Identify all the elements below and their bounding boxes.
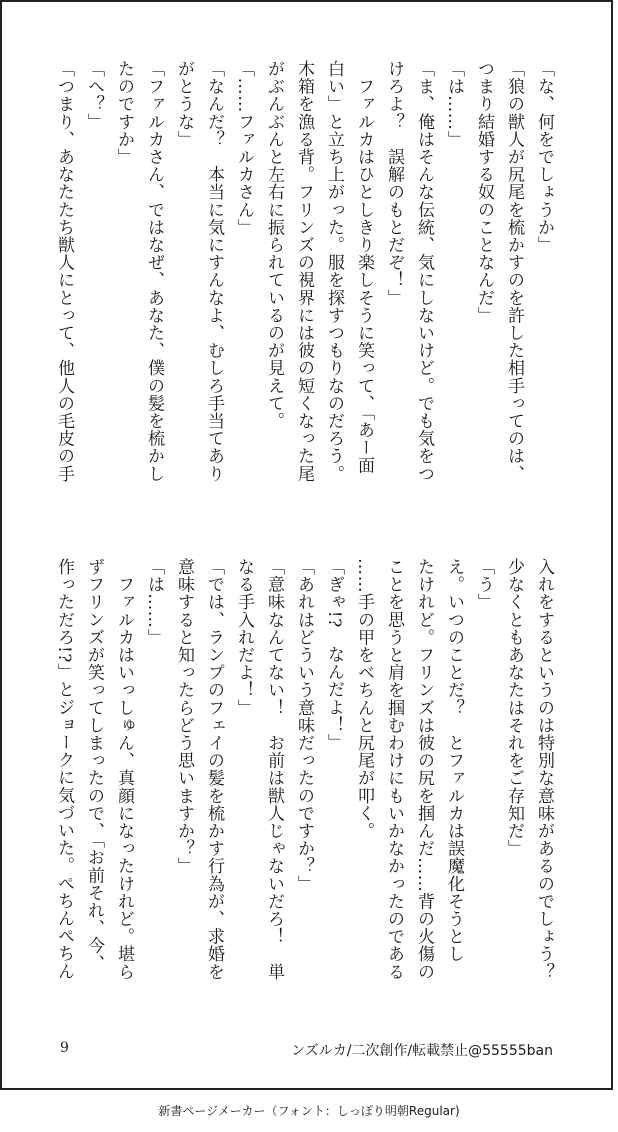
text-line: 「ま、俺はそんな伝統、気にしないけど。でも気をつ xyxy=(414,60,434,483)
text-line: つまり結婚する奴のことなんだ」 xyxy=(474,60,494,324)
text-line: 白い」と立ち上がった。服を探すつもりなのだろう。 xyxy=(324,60,344,483)
text-line: 「は……」 xyxy=(444,60,464,148)
text-line: 意味すると知ったらどう思いますか？」 xyxy=(174,558,194,875)
text-line: ファルカはひとしきり楽しそうに笑って、「あー面 xyxy=(354,60,374,474)
text-line: 「では、ランプのフェイの髪を梳かす行為が、求婚を xyxy=(204,558,224,981)
text-line: 「う」 xyxy=(474,558,494,611)
text-line: 「へ？」 xyxy=(84,60,104,131)
text-line: ……手の甲をべちんと尻尾が叩く。 xyxy=(354,558,374,840)
text-line: 「ファルカさん、ではなぜ、あなた、僕の髪を梳かし xyxy=(144,60,164,483)
text-line: 「つまり、あなたたち獣人にとって、他人の毛皮の手 xyxy=(54,60,74,483)
text-line: 少なくともあなたはそれをご存知だ」 xyxy=(504,558,524,858)
text-line: 「な、何をでしょうか」 xyxy=(534,60,554,254)
text-line: がぶんぶんと左右に振られているのが見えて。 xyxy=(264,60,284,430)
page-number: 9 xyxy=(60,1040,69,1056)
text-line: 「ぎゃ!? なんだよ！」 xyxy=(324,558,344,752)
text-line: ずフリンズが笑ってしまったので、「お前それ、今、 xyxy=(84,558,104,972)
lower-text-block xyxy=(49,558,559,1028)
text-line: え。いつのことだ？ とファルカは誤魔化そうとし xyxy=(444,558,464,963)
text-line: 「狼の獣人が尻尾を梳かすのを許した相手ってのは、 xyxy=(504,60,524,483)
credit-line: ンズルカ/二次創作/転載禁止@55555ban xyxy=(291,1043,553,1059)
text-line: 「意味なんてない！ お前は獣人じゃないだろ！ 単 xyxy=(264,558,284,981)
text-line: たけれど。フリンズは彼の尻を掴んだ……背の火傷の xyxy=(414,558,434,981)
text-line: 「あれはどういう意味だったのですか？」 xyxy=(294,558,314,893)
text-line: けろよ？ 誤解のもとだぞ！」 xyxy=(384,60,404,307)
text-line: 「……ファルカさん」 xyxy=(234,60,254,236)
generator-footer: 新書ページメーカー（フォント：しっぽり明朝Regular) xyxy=(158,1104,460,1118)
text-line: 作っただろ!?」とジョークに気づいた。ぺちんぺちん xyxy=(54,558,74,980)
text-line: なる手入れだよ！」 xyxy=(234,558,254,717)
upper-text-block xyxy=(49,60,559,530)
text-line: たのですか」 xyxy=(114,60,134,166)
text-line: 「なんだ？ 本当に気にすんなよ、むしろ手当てあり xyxy=(204,60,224,483)
text-line: ことを思うと肩を掴むわけにもいかなかったのである xyxy=(384,558,404,981)
text-line: ファルカはいっしゅん、真顔になったけれど。堪ら xyxy=(114,558,134,981)
text-line: 木箱を漁る背。フリンズの視界には彼の短くなった尾 xyxy=(294,60,314,483)
text-line: 「は……」 xyxy=(144,558,164,646)
text-line: 入れをするというのは特別な意味があるのでしょう？ xyxy=(534,558,554,981)
text-line: がとうな」 xyxy=(174,60,194,148)
